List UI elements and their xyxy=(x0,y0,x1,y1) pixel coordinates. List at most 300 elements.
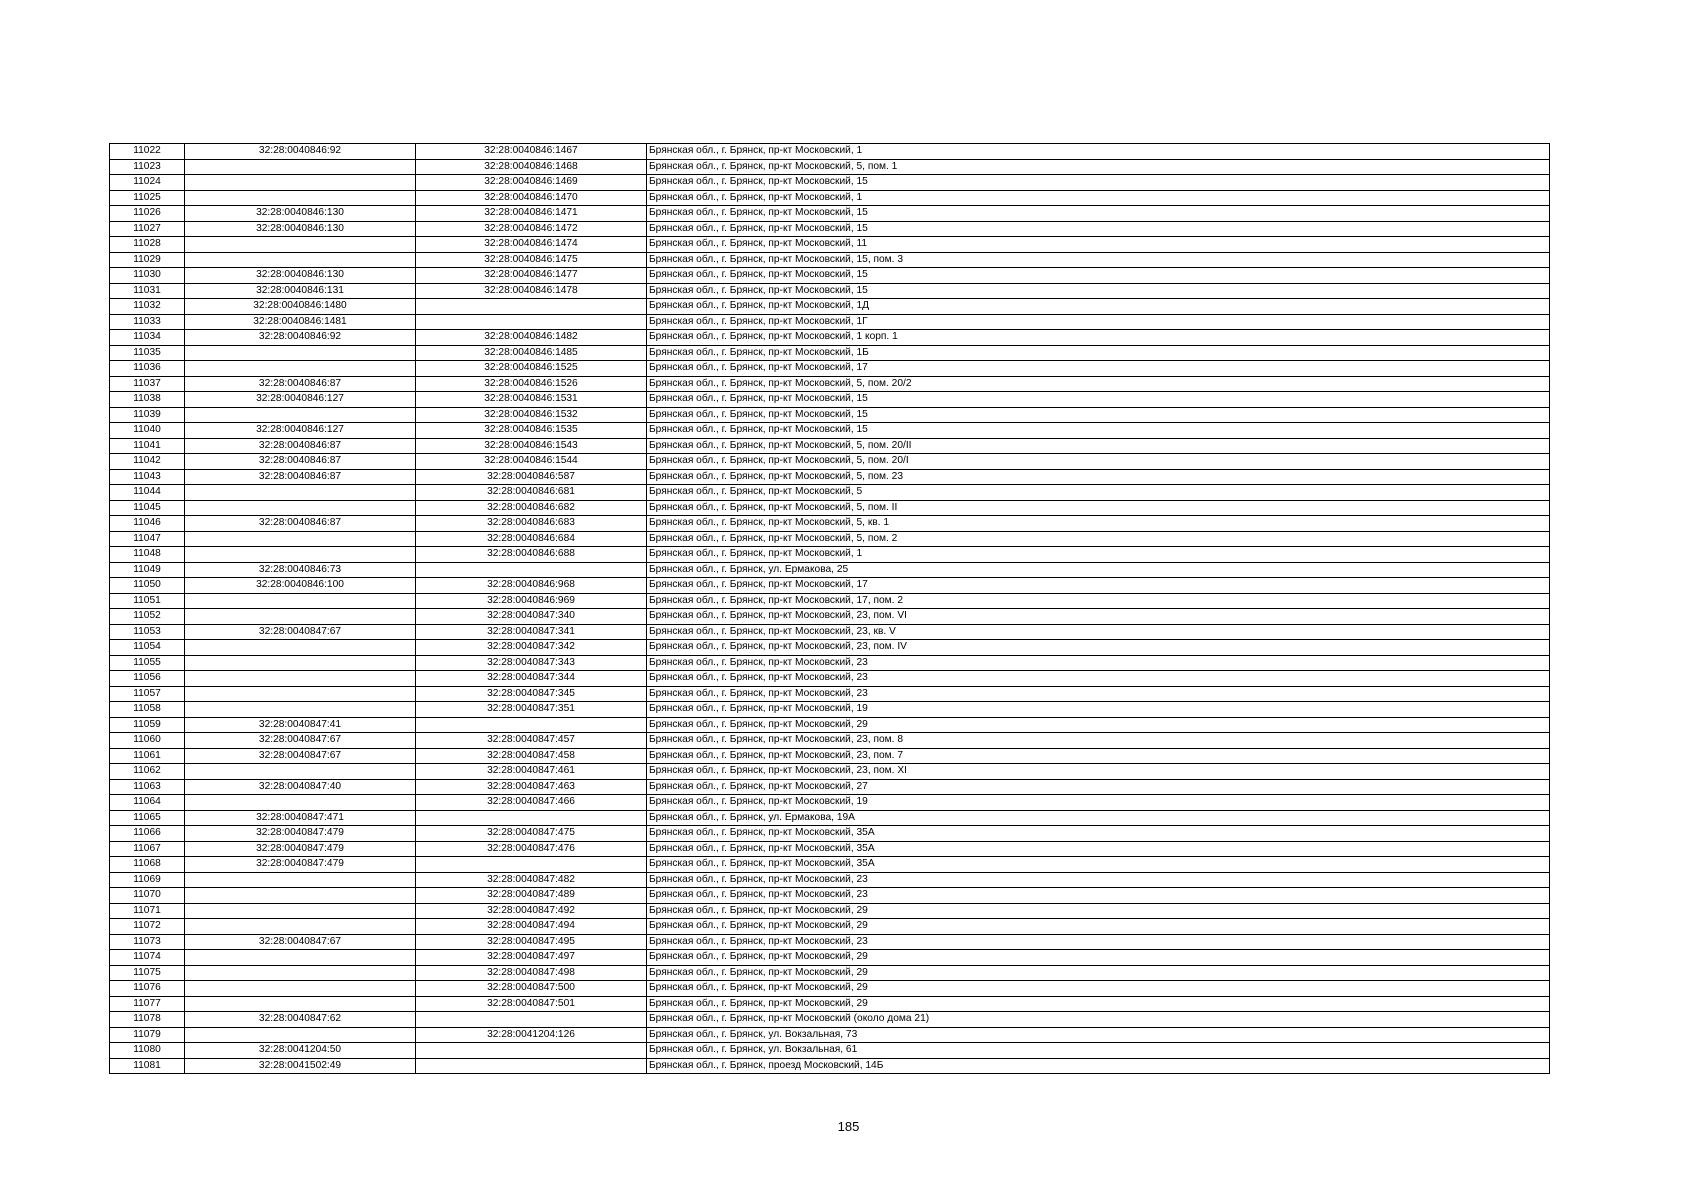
address-cell: Брянская обл., г. Брянск, пр-кт Московский, 15 xyxy=(647,268,1550,284)
table-row xyxy=(110,841,1550,857)
parent-cadastral-number-cell xyxy=(185,996,416,1012)
table-row xyxy=(110,934,1550,950)
address-cell: Брянская обл., г. Брянск, пр-кт Московский, 15 xyxy=(647,206,1550,222)
parent-cadastral-number-cell: 32:28:0040847:479 xyxy=(185,841,416,857)
address-cell: Брянская обл., г. Брянск, пр-кт Московский, 29 xyxy=(647,717,1550,733)
cadastral-number-cell: 32:28:0040847:342 xyxy=(416,640,647,656)
parent-cadastral-number-cell: 32:28:0040846:92 xyxy=(185,330,416,346)
parent-cadastral-number-cell xyxy=(185,547,416,563)
address-cell: Брянская обл., г. Брянск, пр-кт Московский, 1 корп. 1 xyxy=(647,330,1550,346)
row-number-cell: 11025 xyxy=(110,190,185,206)
registry-table xyxy=(109,143,1550,1074)
table-row xyxy=(110,423,1550,439)
table-row xyxy=(110,888,1550,904)
cadastral-number-cell xyxy=(416,299,647,315)
row-number-cell: 11043 xyxy=(110,469,185,485)
address-cell: Брянская обл., г. Брянск, пр-кт Московский, 15 xyxy=(647,221,1550,237)
cadastral-number-cell: 32:28:0040846:1525 xyxy=(416,361,647,377)
parent-cadastral-number-cell xyxy=(185,795,416,811)
row-number-cell: 11039 xyxy=(110,407,185,423)
address-cell: Брянская обл., г. Брянск, пр-кт Московский, 1 xyxy=(647,190,1550,206)
parent-cadastral-number-cell: 32:28:0040846:130 xyxy=(185,268,416,284)
row-number-cell: 11057 xyxy=(110,686,185,702)
parent-cadastral-number-cell: 32:28:0040846:127 xyxy=(185,392,416,408)
parent-cadastral-number-cell: 32:28:0040846:87 xyxy=(185,438,416,454)
address-cell: Брянская обл., г. Брянск, пр-кт Московский, 5, пом. II xyxy=(647,500,1550,516)
parent-cadastral-number-cell: 32:28:0040847:479 xyxy=(185,857,416,873)
parent-cadastral-number-cell: 32:28:0040847:471 xyxy=(185,810,416,826)
row-number-cell: 11048 xyxy=(110,547,185,563)
row-number-cell: 11056 xyxy=(110,671,185,687)
address-cell: Брянская обл., г. Брянск, пр-кт Московский, 15 xyxy=(647,392,1550,408)
address-cell: Брянская обл., г. Брянск, пр-кт Московский, 19 xyxy=(647,702,1550,718)
parent-cadastral-number-cell: 32:28:0040846:87 xyxy=(185,469,416,485)
table-row xyxy=(110,330,1550,346)
row-number-cell: 11060 xyxy=(110,733,185,749)
table-row xyxy=(110,1012,1550,1028)
address-cell: Брянская обл., г. Брянск, пр-кт Московский, 29 xyxy=(647,919,1550,935)
table-row xyxy=(110,702,1550,718)
row-number-cell: 11044 xyxy=(110,485,185,501)
parent-cadastral-number-cell: 32:28:0040847:67 xyxy=(185,624,416,640)
address-cell: Брянская обл., г. Брянск, пр-кт Московский, 35А xyxy=(647,841,1550,857)
table-row xyxy=(110,500,1550,516)
address-cell: Брянская обл., г. Брянск, пр-кт Московский, 35А xyxy=(647,857,1550,873)
address-cell: Брянская обл., г. Брянск, пр-кт Московский, 15 xyxy=(647,283,1550,299)
address-cell: Брянская обл., г. Брянск, ул. Вокзальная, 73 xyxy=(647,1027,1550,1043)
cadastral-number-cell xyxy=(416,1012,647,1028)
cadastral-number-cell xyxy=(416,717,647,733)
parent-cadastral-number-cell xyxy=(185,531,416,547)
address-cell: Брянская обл., г. Брянск, пр-кт Московский, 29 xyxy=(647,950,1550,966)
cadastral-number-cell xyxy=(416,562,647,578)
row-number-cell: 11054 xyxy=(110,640,185,656)
cadastral-number-cell: 32:28:0040847:345 xyxy=(416,686,647,702)
cadastral-number-cell: 32:28:0040847:497 xyxy=(416,950,647,966)
parent-cadastral-number-cell xyxy=(185,764,416,780)
address-cell: Брянская обл., г. Брянск, пр-кт Московский, 29 xyxy=(647,965,1550,981)
parent-cadastral-number-cell: 32:28:0040846:131 xyxy=(185,283,416,299)
cadastral-number-cell: 32:28:0040847:475 xyxy=(416,826,647,842)
parent-cadastral-number-cell: 32:28:0040846:130 xyxy=(185,221,416,237)
address-cell: Брянская обл., г. Брянск, пр-кт Московский, 23 xyxy=(647,671,1550,687)
parent-cadastral-number-cell: 32:28:0041502:49 xyxy=(185,1058,416,1074)
cadastral-number-cell xyxy=(416,1043,647,1059)
address-cell: Брянская обл., г. Брянск, пр-кт Московский, 23 xyxy=(647,872,1550,888)
cadastral-number-cell: 32:28:0040846:684 xyxy=(416,531,647,547)
cadastral-number-cell: 32:28:0040846:681 xyxy=(416,485,647,501)
parent-cadastral-number-cell xyxy=(185,345,416,361)
row-number-cell: 11040 xyxy=(110,423,185,439)
row-number-cell: 11078 xyxy=(110,1012,185,1028)
table-row xyxy=(110,237,1550,253)
table-row xyxy=(110,578,1550,594)
address-cell: Брянская обл., г. Брянск, пр-кт Московский, 15 xyxy=(647,423,1550,439)
row-number-cell: 11073 xyxy=(110,934,185,950)
row-number-cell: 11064 xyxy=(110,795,185,811)
parent-cadastral-number-cell xyxy=(185,965,416,981)
address-cell: Брянская обл., г. Брянск, пр-кт Московский, 29 xyxy=(647,981,1550,997)
row-number-cell: 11030 xyxy=(110,268,185,284)
cadastral-number-cell: 32:28:0040846:1543 xyxy=(416,438,647,454)
cadastral-number-cell: 32:28:0040846:1468 xyxy=(416,159,647,175)
row-number-cell: 11059 xyxy=(110,717,185,733)
cadastral-number-cell: 32:28:0040846:1532 xyxy=(416,407,647,423)
row-number-cell: 11079 xyxy=(110,1027,185,1043)
table-row xyxy=(110,593,1550,609)
row-number-cell: 11080 xyxy=(110,1043,185,1059)
cadastral-number-cell: 32:28:0040847:344 xyxy=(416,671,647,687)
row-number-cell: 11070 xyxy=(110,888,185,904)
table-row xyxy=(110,640,1550,656)
cadastral-number-cell: 32:28:0040846:683 xyxy=(416,516,647,532)
table-row xyxy=(110,717,1550,733)
row-number-cell: 11065 xyxy=(110,810,185,826)
cadastral-number-cell: 32:28:0040847:461 xyxy=(416,764,647,780)
parent-cadastral-number-cell: 32:28:0040846:87 xyxy=(185,376,416,392)
address-cell: Брянская обл., г. Брянск, пр-кт Московский, 5, пом. 20/2 xyxy=(647,376,1550,392)
parent-cadastral-number-cell xyxy=(185,640,416,656)
cadastral-number-cell: 32:28:0040847:489 xyxy=(416,888,647,904)
parent-cadastral-number-cell: 32:28:0041204:50 xyxy=(185,1043,416,1059)
address-cell: Брянская обл., г. Брянск, пр-кт Московский, 27 xyxy=(647,779,1550,795)
row-number-cell: 11068 xyxy=(110,857,185,873)
row-number-cell: 11077 xyxy=(110,996,185,1012)
address-cell: Брянская обл., г. Брянск, пр-кт Московский, 23, кв. V xyxy=(647,624,1550,640)
cadastral-number-cell: 32:28:0040847:501 xyxy=(416,996,647,1012)
cadastral-number-cell: 32:28:0040847:341 xyxy=(416,624,647,640)
cadastral-number-cell: 32:28:0040847:340 xyxy=(416,609,647,625)
address-cell: Брянская обл., г. Брянск, пр-кт Московский, 1Г xyxy=(647,314,1550,330)
row-number-cell: 11081 xyxy=(110,1058,185,1074)
address-cell: Брянская обл., г. Брянск, пр-кт Московский, 1 xyxy=(647,547,1550,563)
parent-cadastral-number-cell: 32:28:0040846:1480 xyxy=(185,299,416,315)
table-row xyxy=(110,1027,1550,1043)
cadastral-number-cell: 32:28:0040847:351 xyxy=(416,702,647,718)
address-cell: Брянская обл., г. Брянск, пр-кт Московский, 17 xyxy=(647,361,1550,377)
address-cell: Брянская обл., г. Брянск, пр-кт Московский, 23 xyxy=(647,888,1550,904)
row-number-cell: 11074 xyxy=(110,950,185,966)
cadastral-number-cell: 32:28:0041204:126 xyxy=(416,1027,647,1043)
table-row xyxy=(110,733,1550,749)
cadastral-number-cell: 32:28:0040846:1531 xyxy=(416,392,647,408)
row-number-cell: 11050 xyxy=(110,578,185,594)
row-number-cell: 11028 xyxy=(110,237,185,253)
parent-cadastral-number-cell xyxy=(185,655,416,671)
table-row xyxy=(110,981,1550,997)
row-number-cell: 11033 xyxy=(110,314,185,330)
row-number-cell: 11042 xyxy=(110,454,185,470)
parent-cadastral-number-cell xyxy=(185,1027,416,1043)
row-number-cell: 11058 xyxy=(110,702,185,718)
row-number-cell: 11036 xyxy=(110,361,185,377)
table-row xyxy=(110,361,1550,377)
cadastral-number-cell: 32:28:0040846:969 xyxy=(416,593,647,609)
parent-cadastral-number-cell: 32:28:0040847:67 xyxy=(185,733,416,749)
row-number-cell: 11066 xyxy=(110,826,185,842)
address-cell: Брянская обл., г. Брянск, пр-кт Московский, 23, пом. VI xyxy=(647,609,1550,625)
registry-table-body xyxy=(110,144,1550,1074)
table-row xyxy=(110,686,1550,702)
address-cell: Брянская обл., г. Брянск, пр-кт Московский, 5, пом. 20/II xyxy=(647,438,1550,454)
row-number-cell: 11076 xyxy=(110,981,185,997)
parent-cadastral-number-cell: 32:28:0040847:62 xyxy=(185,1012,416,1028)
cadastral-number-cell: 32:28:0040847:500 xyxy=(416,981,647,997)
cadastral-number-cell: 32:28:0040847:476 xyxy=(416,841,647,857)
row-number-cell: 11034 xyxy=(110,330,185,346)
address-cell: Брянская обл., г. Брянск, пр-кт Московский, 23, пом. XI xyxy=(647,764,1550,780)
table-row xyxy=(110,1058,1550,1074)
table-row xyxy=(110,609,1550,625)
address-cell: Брянская обл., г. Брянск, ул. Ермакова, 19А xyxy=(647,810,1550,826)
cadastral-number-cell: 32:28:0040847:482 xyxy=(416,872,647,888)
table-row xyxy=(110,314,1550,330)
table-row xyxy=(110,159,1550,175)
parent-cadastral-number-cell xyxy=(185,500,416,516)
table-row xyxy=(110,764,1550,780)
address-cell: Брянская обл., г. Брянск, ул. Вокзальная, 61 xyxy=(647,1043,1550,1059)
parent-cadastral-number-cell: 32:28:0040846:127 xyxy=(185,423,416,439)
parent-cadastral-number-cell xyxy=(185,919,416,935)
address-cell: Брянская обл., г. Брянск, пр-кт Московский (около дома 21) xyxy=(647,1012,1550,1028)
address-cell: Брянская обл., г. Брянск, пр-кт Московский, 15, пом. 3 xyxy=(647,252,1550,268)
address-cell: Брянская обл., г. Брянск, пр-кт Московский, 5, пом. 23 xyxy=(647,469,1550,485)
cadastral-number-cell: 32:28:0040846:1526 xyxy=(416,376,647,392)
parent-cadastral-number-cell xyxy=(185,671,416,687)
row-number-cell: 11026 xyxy=(110,206,185,222)
address-cell: Брянская обл., г. Брянск, пр-кт Московский, 23 xyxy=(647,655,1550,671)
cadastral-number-cell: 32:28:0040847:494 xyxy=(416,919,647,935)
cadastral-number-cell: 32:28:0040846:1474 xyxy=(416,237,647,253)
address-cell: Брянская обл., г. Брянск, ул. Ермакова, 25 xyxy=(647,562,1550,578)
address-cell: Брянская обл., г. Брянск, пр-кт Московский, 23, пом. 7 xyxy=(647,748,1550,764)
parent-cadastral-number-cell: 32:28:0040846:1481 xyxy=(185,314,416,330)
row-number-cell: 11024 xyxy=(110,175,185,191)
row-number-cell: 11067 xyxy=(110,841,185,857)
cadastral-number-cell: 32:28:0040847:498 xyxy=(416,965,647,981)
table-row xyxy=(110,547,1550,563)
row-number-cell: 11052 xyxy=(110,609,185,625)
address-cell: Брянская обл., г. Брянск, пр-кт Московский, 23, пом. IV xyxy=(647,640,1550,656)
cadastral-number-cell: 32:28:0040846:1475 xyxy=(416,252,647,268)
table-row xyxy=(110,919,1550,935)
parent-cadastral-number-cell: 32:28:0040846:92 xyxy=(185,144,416,160)
parent-cadastral-number-cell xyxy=(185,981,416,997)
table-row xyxy=(110,795,1550,811)
parent-cadastral-number-cell xyxy=(185,872,416,888)
row-number-cell: 11023 xyxy=(110,159,185,175)
cadastral-number-cell xyxy=(416,1058,647,1074)
parent-cadastral-number-cell xyxy=(185,609,416,625)
row-number-cell: 11045 xyxy=(110,500,185,516)
row-number-cell: 11051 xyxy=(110,593,185,609)
cadastral-number-cell: 32:28:0040846:1472 xyxy=(416,221,647,237)
cadastral-number-cell: 32:28:0040846:1482 xyxy=(416,330,647,346)
table-row xyxy=(110,624,1550,640)
table-row xyxy=(110,299,1550,315)
table-row xyxy=(110,671,1550,687)
parent-cadastral-number-cell: 32:28:0040847:67 xyxy=(185,934,416,950)
cadastral-number-cell: 32:28:0040847:458 xyxy=(416,748,647,764)
parent-cadastral-number-cell xyxy=(185,903,416,919)
row-number-cell: 11053 xyxy=(110,624,185,640)
address-cell: Брянская обл., г. Брянск, пр-кт Московский, 11 xyxy=(647,237,1550,253)
cadastral-number-cell: 32:28:0040846:1478 xyxy=(416,283,647,299)
table-row xyxy=(110,190,1550,206)
cadastral-number-cell: 32:28:0040846:1470 xyxy=(416,190,647,206)
parent-cadastral-number-cell xyxy=(185,702,416,718)
table-row xyxy=(110,485,1550,501)
row-number-cell: 11062 xyxy=(110,764,185,780)
cadastral-number-cell: 32:28:0040846:1477 xyxy=(416,268,647,284)
table-row xyxy=(110,531,1550,547)
row-number-cell: 11041 xyxy=(110,438,185,454)
page-number: 185 xyxy=(837,1119,860,1134)
parent-cadastral-number-cell xyxy=(185,686,416,702)
row-number-cell: 11069 xyxy=(110,872,185,888)
parent-cadastral-number-cell xyxy=(185,950,416,966)
cadastral-number-cell: 32:28:0040846:587 xyxy=(416,469,647,485)
address-cell: Брянская обл., г. Брянск, пр-кт Московский, 1Б xyxy=(647,345,1550,361)
cadastral-number-cell: 32:28:0040846:1471 xyxy=(416,206,647,222)
parent-cadastral-number-cell: 32:28:0040847:41 xyxy=(185,717,416,733)
parent-cadastral-number-cell xyxy=(185,159,416,175)
address-cell: Брянская обл., г. Брянск, пр-кт Московский, 5, пом. 2 xyxy=(647,531,1550,547)
row-number-cell: 11055 xyxy=(110,655,185,671)
cadastral-number-cell: 32:28:0040846:1535 xyxy=(416,423,647,439)
row-number-cell: 11061 xyxy=(110,748,185,764)
cadastral-number-cell: 32:28:0040846:1467 xyxy=(416,144,647,160)
table-row xyxy=(110,268,1550,284)
cadastral-number-cell: 32:28:0040847:457 xyxy=(416,733,647,749)
parent-cadastral-number-cell: 32:28:0040846:87 xyxy=(185,516,416,532)
cadastral-number-cell xyxy=(416,857,647,873)
table-row xyxy=(110,950,1550,966)
row-number-cell: 11037 xyxy=(110,376,185,392)
row-number-cell: 11072 xyxy=(110,919,185,935)
parent-cadastral-number-cell: 32:28:0040846:100 xyxy=(185,578,416,594)
parent-cadastral-number-cell xyxy=(185,361,416,377)
row-number-cell: 11047 xyxy=(110,531,185,547)
address-cell: Брянская обл., г. Брянск, пр-кт Московский, 5 xyxy=(647,485,1550,501)
cadastral-number-cell: 32:28:0040847:466 xyxy=(416,795,647,811)
parent-cadastral-number-cell: 32:28:0040846:130 xyxy=(185,206,416,222)
table-row xyxy=(110,996,1550,1012)
table-row xyxy=(110,1043,1550,1059)
address-cell: Брянская обл., г. Брянск, пр-кт Московский, 15 xyxy=(647,175,1550,191)
cadastral-number-cell: 32:28:0040847:343 xyxy=(416,655,647,671)
parent-cadastral-number-cell xyxy=(185,593,416,609)
table-row xyxy=(110,221,1550,237)
address-cell: Брянская обл., г. Брянск, пр-кт Московский, 1 xyxy=(647,144,1550,160)
cadastral-number-cell: 32:28:0040846:1469 xyxy=(416,175,647,191)
table-row xyxy=(110,454,1550,470)
cadastral-number-cell: 32:28:0040846:1485 xyxy=(416,345,647,361)
address-cell: Брянская обл., г. Брянск, пр-кт Московский, 5, кв. 1 xyxy=(647,516,1550,532)
row-number-cell: 11049 xyxy=(110,562,185,578)
cadastral-number-cell xyxy=(416,810,647,826)
table-row xyxy=(110,144,1550,160)
address-cell: Брянская обл., г. Брянск, пр-кт Московский, 23 xyxy=(647,934,1550,950)
parent-cadastral-number-cell xyxy=(185,252,416,268)
cadastral-number-cell: 32:28:0040846:1544 xyxy=(416,454,647,470)
table-row xyxy=(110,965,1550,981)
table-row xyxy=(110,345,1550,361)
row-number-cell: 11027 xyxy=(110,221,185,237)
address-cell: Брянская обл., г. Брянск, пр-кт Московский, 5, пом. 1 xyxy=(647,159,1550,175)
table-row xyxy=(110,903,1550,919)
cadastral-number-cell xyxy=(416,314,647,330)
table-row xyxy=(110,206,1550,222)
row-number-cell: 11046 xyxy=(110,516,185,532)
table-row xyxy=(110,252,1550,268)
parent-cadastral-number-cell: 32:28:0040846:73 xyxy=(185,562,416,578)
address-cell: Брянская обл., г. Брянск, пр-кт Московский, 5, пом. 20/I xyxy=(647,454,1550,470)
parent-cadastral-number-cell xyxy=(185,175,416,191)
address-cell: Брянская обл., г. Брянск, пр-кт Московский, 29 xyxy=(647,903,1550,919)
row-number-cell: 11032 xyxy=(110,299,185,315)
address-cell: Брянская обл., г. Брянск, пр-кт Московский, 1Д xyxy=(647,299,1550,315)
parent-cadastral-number-cell: 32:28:0040846:87 xyxy=(185,454,416,470)
table-row xyxy=(110,810,1550,826)
parent-cadastral-number-cell: 32:28:0040847:40 xyxy=(185,779,416,795)
row-number-cell: 11071 xyxy=(110,903,185,919)
table-row xyxy=(110,376,1550,392)
row-number-cell: 11038 xyxy=(110,392,185,408)
address-cell: Брянская обл., г. Брянск, пр-кт Московский, 35А xyxy=(647,826,1550,842)
table-row xyxy=(110,655,1550,671)
address-cell: Брянская обл., г. Брянск, пр-кт Московский, 23, пом. 8 xyxy=(647,733,1550,749)
table-row xyxy=(110,872,1550,888)
address-cell: Брянская обл., г. Брянск, пр-кт Московский, 17 xyxy=(647,578,1550,594)
parent-cadastral-number-cell xyxy=(185,888,416,904)
parent-cadastral-number-cell xyxy=(185,485,416,501)
cadastral-number-cell: 32:28:0040847:463 xyxy=(416,779,647,795)
cadastral-number-cell: 32:28:0040846:682 xyxy=(416,500,647,516)
address-cell: Брянская обл., г. Брянск, проезд Московский, 14Б xyxy=(647,1058,1550,1074)
parent-cadastral-number-cell xyxy=(185,407,416,423)
parent-cadastral-number-cell xyxy=(185,190,416,206)
table-row xyxy=(110,392,1550,408)
parent-cadastral-number-cell: 32:28:0040847:67 xyxy=(185,748,416,764)
row-number-cell: 11029 xyxy=(110,252,185,268)
address-cell: Брянская обл., г. Брянск, пр-кт Московский, 15 xyxy=(647,407,1550,423)
address-cell: Брянская обл., г. Брянск, пр-кт Московский, 19 xyxy=(647,795,1550,811)
address-cell: Брянская обл., г. Брянск, пр-кт Московский, 23 xyxy=(647,686,1550,702)
row-number-cell: 11063 xyxy=(110,779,185,795)
row-number-cell: 11022 xyxy=(110,144,185,160)
table-row xyxy=(110,562,1550,578)
table-row xyxy=(110,826,1550,842)
table-row xyxy=(110,407,1550,423)
cadastral-number-cell: 32:28:0040846:968 xyxy=(416,578,647,594)
parent-cadastral-number-cell xyxy=(185,237,416,253)
cadastral-number-cell: 32:28:0040847:495 xyxy=(416,934,647,950)
table-row xyxy=(110,175,1550,191)
cadastral-number-cell: 32:28:0040847:492 xyxy=(416,903,647,919)
table-row xyxy=(110,516,1550,532)
row-number-cell: 11031 xyxy=(110,283,185,299)
table-row xyxy=(110,748,1550,764)
table-row xyxy=(110,857,1550,873)
table-row xyxy=(110,438,1550,454)
table-row xyxy=(110,283,1550,299)
row-number-cell: 11035 xyxy=(110,345,185,361)
address-cell: Брянская обл., г. Брянск, пр-кт Московский, 29 xyxy=(647,996,1550,1012)
parent-cadastral-number-cell: 32:28:0040847:479 xyxy=(185,826,416,842)
address-cell: Брянская обл., г. Брянск, пр-кт Московский, 17, пом. 2 xyxy=(647,593,1550,609)
row-number-cell: 11075 xyxy=(110,965,185,981)
